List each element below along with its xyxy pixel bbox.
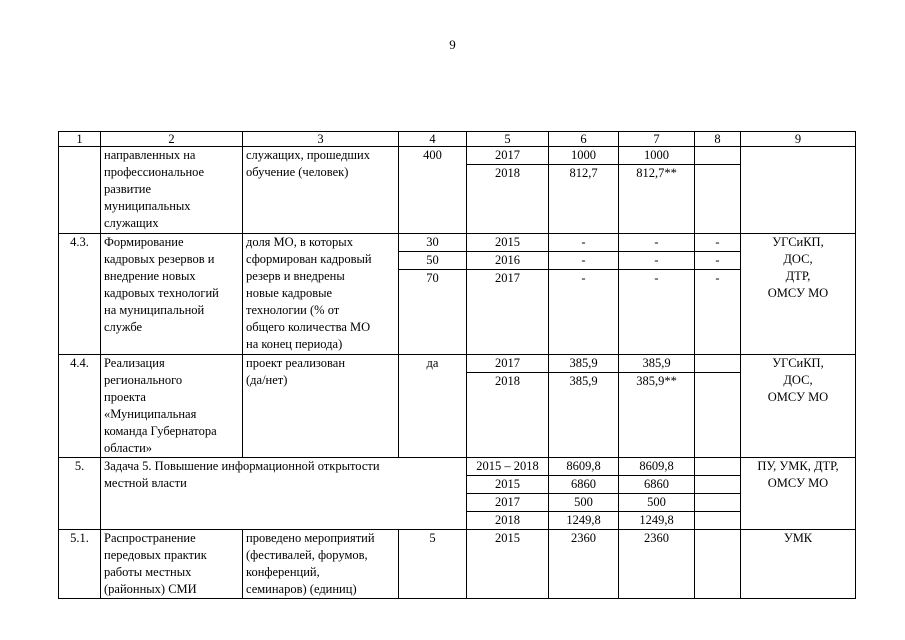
indicator-line: конференций, — [246, 565, 320, 579]
header-cell: 8 — [695, 132, 741, 147]
value-cell: - — [695, 270, 741, 355]
header-row — [59, 132, 856, 147]
value-cell — [695, 355, 741, 373]
indicator-line: проведено мероприятий — [246, 531, 375, 545]
responsible-cell: УМК — [741, 530, 856, 599]
table-row — [59, 458, 856, 476]
indicator-line: сформирован кадровый — [246, 252, 372, 266]
activity-line: внедрение новых — [104, 269, 196, 283]
activity-line: передовых практик — [104, 548, 207, 562]
responsible-line: ДОС, — [783, 373, 813, 387]
value-cell: 812,7** — [619, 165, 695, 234]
activity-cell — [101, 530, 243, 599]
value-cell: 6860 — [619, 476, 695, 494]
activity-cell — [101, 147, 243, 234]
activity-line: направленных на — [104, 148, 196, 162]
year-cell: 2016 — [467, 252, 549, 270]
value-cell: 1000 — [619, 147, 695, 165]
value-cell: 1249,8 — [619, 512, 695, 530]
year-cell: 2015 – 2018 — [467, 458, 549, 476]
activity-cell — [101, 234, 243, 355]
target-value-cell: 5 — [399, 530, 467, 599]
activity-line: кадровых технологий — [104, 286, 219, 300]
value-cell — [695, 476, 741, 494]
header-cell: 2 — [101, 132, 243, 147]
activity-line: службе — [104, 320, 143, 334]
target-value-cell: 30 — [399, 234, 467, 252]
activity-line: Реализация — [104, 356, 165, 370]
indicator-cell — [243, 355, 399, 458]
page-number: 9 — [449, 37, 456, 52]
value-cell: 500 — [619, 494, 695, 512]
task-cell — [101, 458, 467, 530]
indicator-cell — [243, 234, 399, 355]
activity-line: (районных) СМИ — [104, 582, 197, 596]
value-cell: 6860 — [549, 476, 619, 494]
value-cell: - — [619, 234, 695, 252]
item-number-cell: 4.3. — [59, 234, 101, 355]
value-cell: 385,9 — [619, 355, 695, 373]
indicator-line: на конец периода) — [246, 337, 343, 351]
year-cell: 2015 — [467, 530, 549, 599]
responsible-cell — [741, 234, 856, 355]
responsible-cell — [741, 458, 856, 530]
indicator-line: обучение (человек) — [246, 165, 349, 179]
indicator-line: новые кадровые — [246, 286, 333, 300]
value-cell: 1249,8 — [549, 512, 619, 530]
target-value-cell: 50 — [399, 252, 467, 270]
header-cell: 6 — [549, 132, 619, 147]
item-number-cell: 5. — [59, 458, 101, 530]
value-cell: 2360 — [619, 530, 695, 599]
indicator-line: (да/нет) — [246, 373, 288, 387]
indicator-line: резерв и внедрены — [246, 269, 345, 283]
responsible-line: ОМСУ МО — [767, 476, 829, 490]
year-cell: 2017 — [467, 494, 549, 512]
activity-line: области» — [104, 441, 153, 455]
value-cell: 8609,8 — [619, 458, 695, 476]
year-cell: 2017 — [467, 355, 549, 373]
program-table — [58, 131, 856, 599]
value-cell: 385,9 — [549, 373, 619, 458]
value-cell — [695, 147, 741, 165]
value-cell: 1000 — [549, 147, 619, 165]
value-cell: 385,9 — [549, 355, 619, 373]
indicator-line: служащих, прошедших — [246, 148, 370, 162]
activity-line: Формирование — [104, 235, 184, 249]
activity-line: проекта — [104, 390, 146, 404]
table-row — [59, 147, 856, 165]
activity-line: развитие — [104, 182, 152, 196]
value-cell: 2360 — [549, 530, 619, 599]
year-cell: 2018 — [467, 373, 549, 458]
indicator-line: доля МО, в которых — [246, 235, 353, 249]
year-cell: 2018 — [467, 512, 549, 530]
activity-line: регионального — [104, 373, 183, 387]
activity-line: на муниципальной — [104, 303, 205, 317]
item-number-cell: 5.1. — [59, 530, 101, 599]
value-cell: - — [619, 252, 695, 270]
header-cell: 4 — [399, 132, 467, 147]
value-cell: - — [619, 270, 695, 355]
activity-line: кадровых резервов и — [104, 252, 215, 266]
value-cell: 385,9** — [619, 373, 695, 458]
task-line: Задача 5. Повышение информационной открытости — [104, 459, 380, 473]
year-cell: 2015 — [467, 476, 549, 494]
year-cell: 2017 — [467, 147, 549, 165]
header-cell: 7 — [619, 132, 695, 147]
indicator-line: проект реализован — [246, 356, 346, 370]
target-value-cell: 70 — [399, 270, 467, 355]
value-cell: - — [549, 252, 619, 270]
value-cell — [695, 512, 741, 530]
activity-line: муниципальных — [104, 199, 191, 213]
value-cell: - — [549, 270, 619, 355]
value-cell — [695, 494, 741, 512]
activity-line: «Муниципальная — [104, 407, 197, 421]
value-cell: - — [549, 234, 619, 252]
year-cell: 2017 — [467, 270, 549, 355]
responsible-line: ДТР, — [785, 269, 811, 283]
year-cell: 2018 — [467, 165, 549, 234]
table-row — [59, 530, 856, 599]
responsible-line: УГСиКП, — [772, 235, 824, 249]
activity-line: служащих — [104, 216, 159, 230]
value-cell: 8609,8 — [549, 458, 619, 476]
indicator-cell — [243, 530, 399, 599]
value-cell: - — [695, 234, 741, 252]
activity-line: профессиональное — [104, 165, 205, 179]
value-cell — [695, 373, 741, 458]
item-number-cell — [59, 147, 101, 234]
value-cell — [695, 458, 741, 476]
header-cell: 3 — [243, 132, 399, 147]
table-row — [59, 234, 856, 252]
responsible-cell — [741, 355, 856, 458]
header-cell: 9 — [741, 132, 856, 147]
header-cell: 1 — [59, 132, 101, 147]
activity-line: работы местных — [104, 565, 192, 579]
target-value-cell: 400 — [399, 147, 467, 234]
activity-line: Распространение — [104, 531, 196, 545]
responsible-line: ПУ, УМК, ДТР, — [757, 459, 839, 473]
indicator-line: общего количества МО — [246, 320, 371, 334]
task-line: местной власти — [104, 476, 187, 490]
indicator-line: (фестивалей, форумов, — [246, 548, 368, 562]
indicator-line: технологии (% от — [246, 303, 340, 317]
value-cell: 812,7 — [549, 165, 619, 234]
header-cell: 5 — [467, 132, 549, 147]
responsible-line: ОМСУ МО — [767, 286, 829, 300]
responsible-line: ДОС, — [783, 252, 813, 266]
responsible-line: ОМСУ МО — [767, 390, 829, 404]
table-row — [59, 355, 856, 373]
value-cell: 500 — [549, 494, 619, 512]
value-cell — [695, 165, 741, 234]
item-number-cell: 4.4. — [59, 355, 101, 458]
responsible-cell — [741, 147, 856, 234]
value-cell: - — [695, 252, 741, 270]
year-cell: 2015 — [467, 234, 549, 252]
target-value-cell: да — [399, 355, 467, 458]
value-cell — [695, 530, 741, 599]
activity-line: команда Губернатора — [104, 424, 217, 438]
indicator-line: семинаров) (единиц) — [246, 582, 357, 596]
activity-cell — [101, 355, 243, 458]
indicator-cell — [243, 147, 399, 234]
responsible-line: УГСиКП, — [772, 356, 824, 370]
